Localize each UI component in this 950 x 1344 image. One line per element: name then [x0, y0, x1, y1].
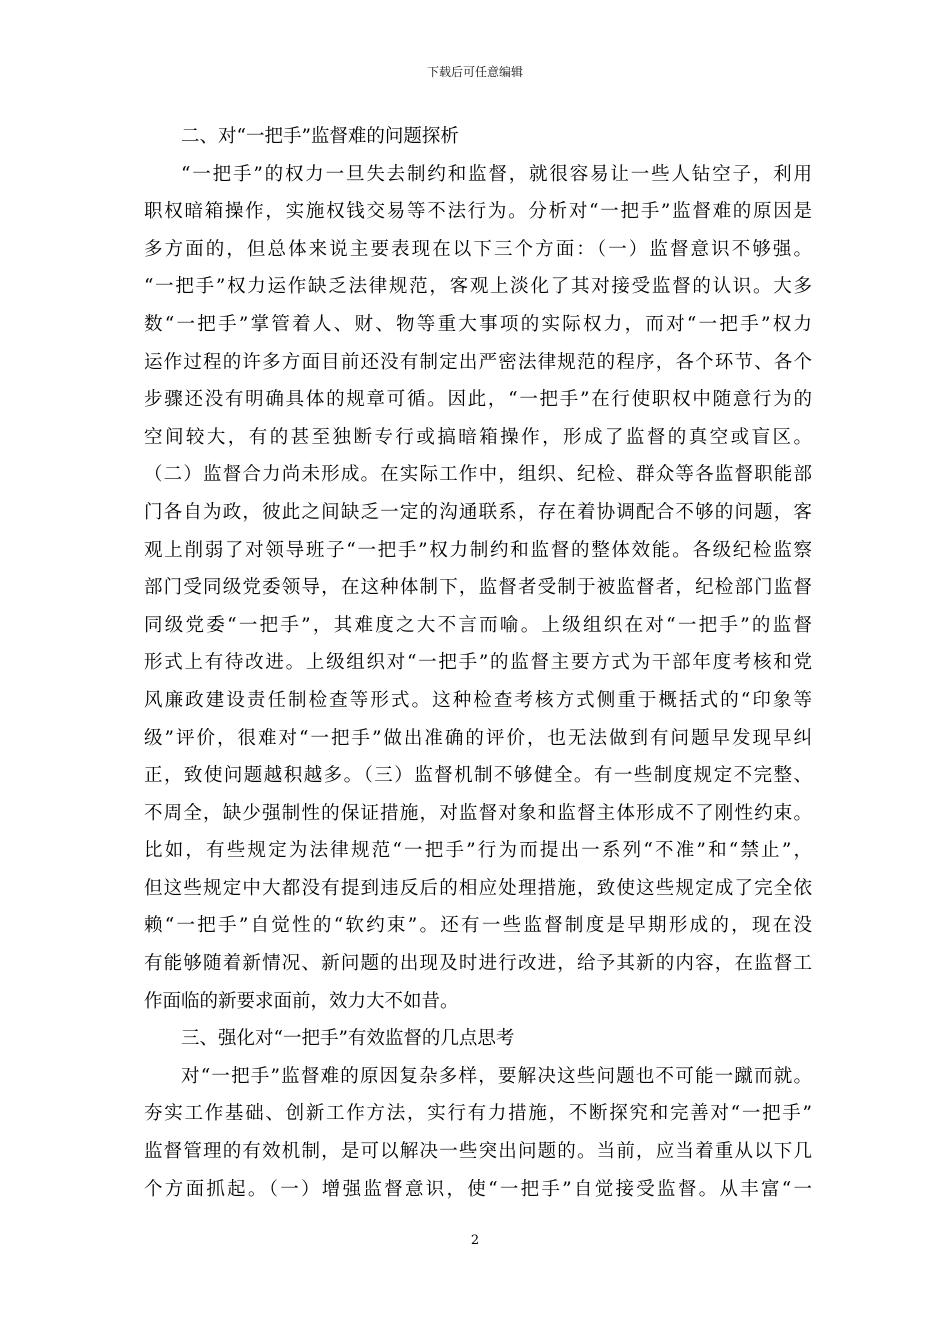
text-line: 作面临的新要求面前，效力大不如昔。 — [144, 990, 459, 1012]
text-line: 级”评价，很难对“一把手”做出准确的评价，也无法做到有问题早发现早纠 — [144, 727, 812, 749]
text-line: 步骤还没有明确具体的规章可循。因此，“一把手”在行使职权中随意行为的 — [144, 389, 812, 411]
text-line: 个方面抓起。（一）增强监督意识，使“一把手”自觉接受监督。从丰富“一 — [144, 1178, 812, 1200]
text-line: 夯实工作基础、创新工作方法，实行有力措施，不断探究和完善对“一把手” — [144, 1103, 812, 1125]
page-header: 下载后可任意编辑 — [426, 65, 523, 79]
text-line: 风廉政建设责任制检查等形式。这种检查考核方式侧重于概括式的“印象等 — [144, 689, 812, 711]
text-line: 有能够随着新情况、新问题的出现及时进行改进，给予其新的内容，在监督工 — [144, 953, 812, 975]
text-line: 空间较大，有的甚至独断专行或搞暗箱操作，形成了监督的真空或盲区。 — [144, 426, 812, 448]
document-body — [144, 118, 812, 1208]
text-line: 多方面的，但总体来说主要表现在以下三个方面：（一）监督意识不够强。 — [144, 238, 812, 260]
text-line: 监督管理的有效机制，是可以解决一些突出问题的。当前，应当着重从以下几 — [144, 1141, 812, 1163]
text-line: 数“一把手”掌管着人、财、物等重大事项的实际权力，而对“一把手”权力 — [144, 313, 812, 335]
section-heading: 二、对“一把手”监督难的问题探析 — [181, 126, 459, 147]
text-line: 运作过程的许多方面目前还没有制定出严密法律规范的程序，各个环节、各个 — [144, 351, 812, 373]
text-line: 部门受同级党委领导，在这种体制下，监督者受制于被监督者，纪检部门监督 — [144, 577, 812, 599]
text-line: 赖“一把手”自觉性的“软约束”。还有一些监督制度是早期形成的，现在没 — [144, 915, 812, 937]
text-line: 正，致使问题越积越多。（三）监督机制不够健全。有一些制度规定不完整、 — [144, 765, 812, 787]
text-line: 比如，有些规定为法律规范“一把手”行为而提出一系列“不准”和“禁止”， — [144, 840, 812, 862]
text-line: 但这些规定中大都没有提到违反后的相应处理措施，致使这些规定成了完全依 — [144, 877, 812, 899]
text-line: 形式上有待改进。上级组织对“一把手”的监督主要方式为干部年度考核和党 — [144, 652, 812, 674]
text-line: “一把手”权力运作缺乏法律规范，客观上淡化了其对接受监督的认识。大多 — [144, 276, 812, 298]
section-heading: 三、强化对“一把手”有效监督的几点思考 — [181, 1028, 515, 1050]
text-line: 门各自为政，彼此之间缺乏一定的沟通联系，存在着协调配合不够的问题，客 — [144, 501, 812, 523]
text-line: 观上削弱了对领导班子“一把手”权力制约和监督的整体效能。各级纪检监察 — [144, 539, 812, 561]
text-line: 职权暗箱操作，实施权钱交易等不法行为。分析对“一把手”监督难的原因是 — [144, 201, 812, 223]
text-line: （二）监督合力尚未形成。在实际工作中，组织、纪检、群众等各监督职能部 — [144, 464, 812, 486]
text-line: 不周全，缺少强制性的保证措施，对监督对象和监督主体形成不了刚性约束。 — [144, 802, 812, 824]
text-line: 同级党委“一把手”，其难度之大不言而喻。上级组织在对“一把手”的监督 — [144, 614, 812, 636]
text-line: “一把手”的权力一旦失去制约和监督，就很容易让一些人钻空子，利用 — [181, 163, 812, 185]
text-line: 对“一把手”监督难的原因复杂多样，要解决这些问题也不可能一蹴而就。 — [181, 1065, 812, 1087]
page-number: 2 — [470, 1233, 480, 1248]
